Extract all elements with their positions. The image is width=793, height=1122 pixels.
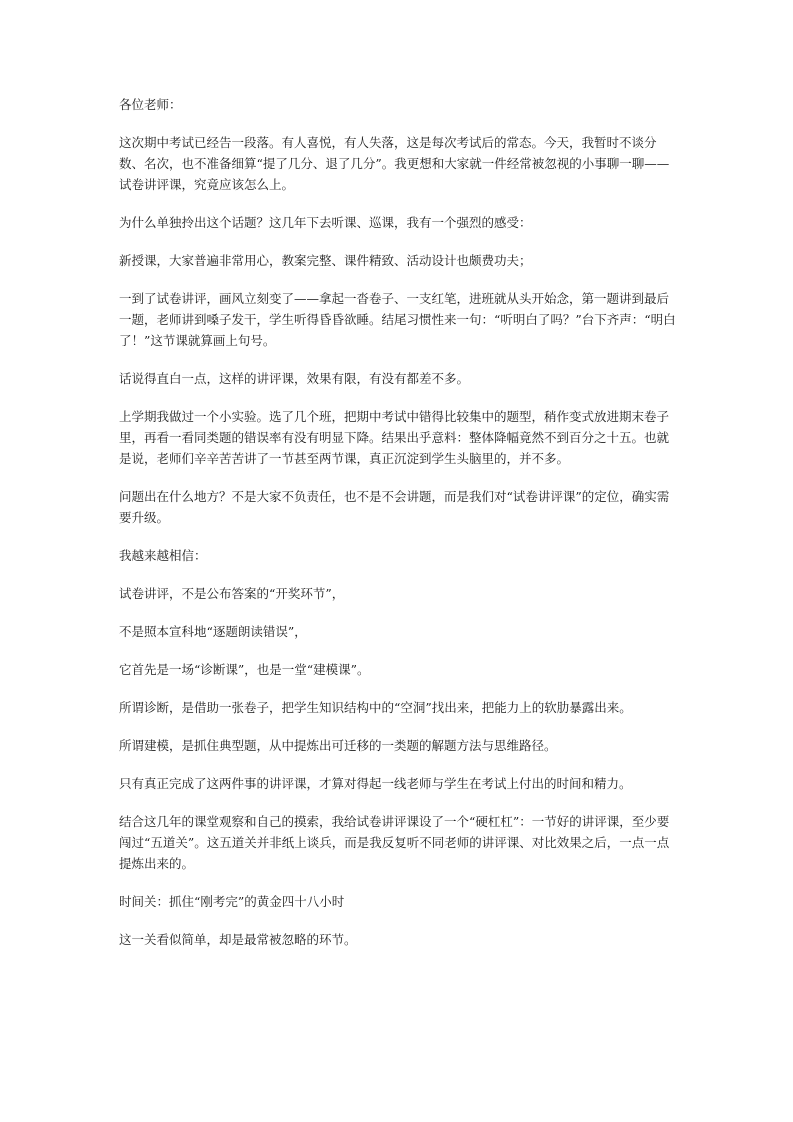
paragraph-modeling-definition: 所谓建模，是抓住典型题，从中提炼出可迁移的一类题的解题方法与思维路径。	[119, 738, 557, 753]
document-body	[119, 94, 677, 967]
paragraph-worthwhile: 只有真正完成了这两件事的讲评课，才算对得起一线老师与学生在考试上付出的时间和精力。	[119, 776, 632, 791]
paragraph-not-answers: 试卷讲评，不是公布答案的“开奖环节”，	[119, 586, 345, 601]
paragraph-effect-limited: 话说得直白一点，这样的讲评课，效果有限，有没有都差不多。	[119, 371, 470, 386]
salutation: 各位老师：	[119, 97, 182, 112]
paragraph-why-topic: 为什么单独拎出这个话题？这几年下去听课、巡课，我有一个强烈的感受：	[119, 215, 532, 230]
paragraph-experiment: 上学期我做过一个小实验。选了几个班，把期中考试中错得比较集中的题型，稍作变式放进期末卷子里，再看一看同类题的错误率有没有明显下降。结果出乎意料：整体降幅竟然不到百分之十五。也就是说，老师们辛辛苦苦讲了一节甚至两节课，真正沉淀到学生头脑里的，并不多。	[119, 409, 670, 466]
paragraph-review-scene: 一到了试卷讲评，画风立刻变了——拿起一沓卷子、一支红笔，进班就从头开始念，第一题讲到最后一题，老师讲到嗓子发干，学生听得昏昏欲睡。结尾习惯性来一句：“听明白了吗？”台下齐声：“明白了！”这节课就算画上句号。	[119, 291, 676, 348]
section-heading-time-gate: 时间关：抓住“刚考完”的黄金四十八小时	[119, 894, 345, 909]
paragraph-intro: 这次期中考试已经告一段落。有人喜悦，有人失落，这是每次考试后的常态。今天，我暂时不谈分数、名次，也不准备细算“提了几分、退了几分”。我更想和大家就一件经常被忽视的小事聊一聊——试卷讲评课，究竟应该怎么上。	[119, 135, 670, 192]
paragraph-diagnosis-definition: 所谓诊断，是借助一张卷子，把学生知识结构中的“空洞”找出来，把能力上的软肋暴露出来。	[119, 700, 632, 715]
paragraph-new-lessons: 新授课，大家普遍非常用心，教案完整、课件精致、活动设计也颇费功夫；	[119, 253, 532, 268]
paragraph-diagnosis-modeling: 它首先是一场“诊断课”，也是一堂“建模课”。	[119, 662, 370, 677]
paragraph-time-gate-intro: 这一关看似简单，却是最常被忽略的环节。	[119, 932, 357, 947]
paragraph-problem: 问题出在什么地方？不是大家不负责任，也不是不会讲题，而是我们对“试卷讲评课”的定位，确实需要升级。	[119, 489, 670, 525]
paragraph-five-gates: 结合这几年的课堂观察和自己的摸索，我给试卷讲评课设了一个“硬杠杠”：一节好的讲评课，至少要闯过“五道关”。这五道关并非纸上谈兵，而是我反复听不同老师的讲评课、对比效果之后，一点一点提炼出来的。	[119, 814, 670, 871]
paragraph-belief: 我越来越相信：	[119, 548, 207, 563]
paragraph-not-reading: 不是照本宣科地“逐题朗读错误”，	[119, 624, 307, 639]
